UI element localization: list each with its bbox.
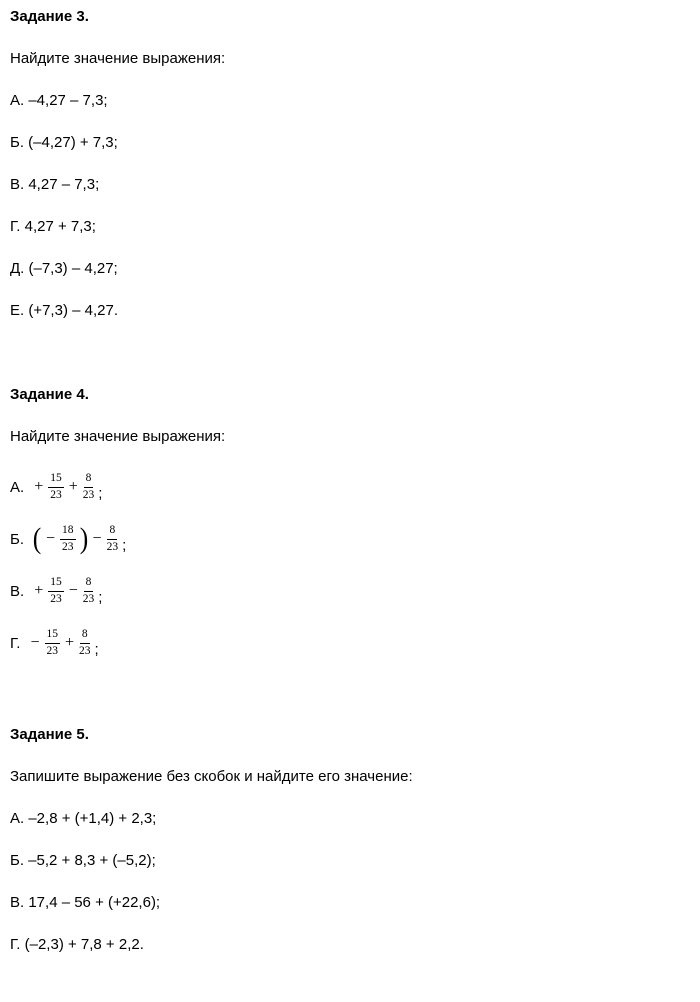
open-paren: ( — [32, 522, 42, 555]
denominator: 23 — [46, 644, 58, 657]
end-punctuation: ; — [122, 537, 127, 554]
task3-item: Г. 4,27 + 7,3; — [10, 218, 96, 235]
operator: − — [68, 582, 78, 599]
numerator: 15 — [48, 576, 64, 591]
task5-item: В. 17,4 – 56 + (+22,6); — [10, 894, 161, 911]
denominator: 23 — [82, 592, 95, 605]
denominator: 23 — [79, 644, 91, 657]
task3-title: Задание 3. — [10, 8, 89, 25]
task4-intro: Найдите значение выражения: — [10, 428, 226, 445]
item-label: Г. — [10, 634, 21, 652]
task3-intro: Найдите значение выражения: — [10, 50, 226, 67]
denominator: 23 — [82, 488, 95, 501]
numerator: 8 — [80, 628, 90, 643]
task3-item: Д. (–7,3) – 4,27; — [10, 260, 118, 277]
close-paren: ) — [79, 522, 88, 555]
denominator: 23 — [106, 540, 119, 553]
operator: + — [65, 634, 75, 651]
operator: + — [68, 478, 78, 495]
leading-sign: + — [34, 582, 44, 599]
inner-sign: − — [46, 530, 56, 547]
task5-item: Г. (–2,3) + 7,8 + 2,2. — [10, 936, 144, 953]
task4-item — [10, 574, 684, 608]
fraction — [107, 524, 119, 553]
item-label: Б. — [10, 530, 25, 548]
fraction — [83, 576, 95, 605]
item-label: В. — [10, 582, 25, 600]
task4-section — [10, 386, 684, 660]
fraction — [60, 524, 76, 553]
numerator: 8 — [84, 576, 94, 591]
task5-item: А. –2,8 + (+1,4) + 2,3; — [10, 810, 157, 827]
operator: − — [92, 530, 102, 547]
item-label: А. — [10, 478, 25, 496]
task4-item — [10, 470, 684, 504]
task5-section — [10, 726, 684, 954]
task3-item: А. –4,27 – 7,3; — [10, 92, 108, 109]
task4-title: Задание 4. — [10, 386, 89, 403]
task5-intro: Запишите выражение без скобок и найдите его значение: — [10, 768, 413, 785]
task5-item: Б. –5,2 + 8,3 + (–5,2); — [10, 852, 156, 869]
task5-title: Задание 5. — [10, 726, 89, 743]
end-punctuation: ; — [94, 641, 99, 658]
task3-section — [10, 8, 684, 320]
fraction — [48, 576, 64, 605]
end-punctuation: ; — [98, 485, 103, 502]
numerator: 8 — [84, 472, 94, 487]
leading-sign: + — [34, 478, 44, 495]
denominator: 23 — [50, 488, 62, 501]
task4-item — [10, 522, 684, 556]
task3-item: Е. (+7,3) – 4,27. — [10, 302, 118, 319]
fraction — [45, 628, 61, 657]
numerator: 8 — [107, 524, 117, 539]
numerator: 15 — [45, 628, 61, 643]
fraction — [83, 472, 95, 501]
task3-item: В. 4,27 – 7,3; — [10, 176, 100, 193]
task3-item: Б. (–4,27) + 7,3; — [10, 134, 118, 151]
leading-sign: − — [30, 634, 40, 651]
end-punctuation: ; — [98, 589, 103, 606]
numerator: 18 — [60, 524, 76, 539]
denominator: 23 — [62, 540, 74, 553]
fraction — [48, 472, 64, 501]
denominator: 23 — [50, 592, 62, 605]
numerator: 15 — [48, 472, 64, 487]
fraction — [79, 628, 91, 657]
task4-item — [10, 626, 684, 660]
